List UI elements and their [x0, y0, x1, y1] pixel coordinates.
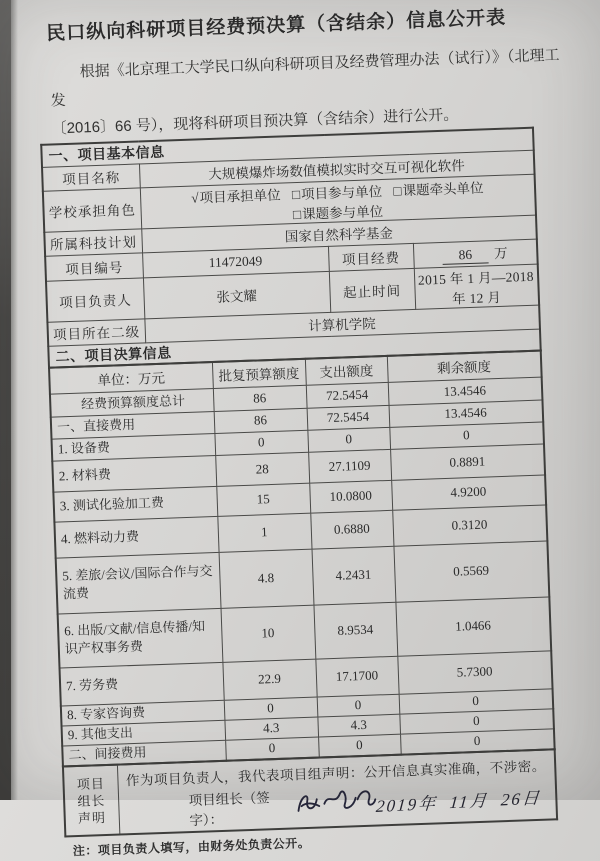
checkbox-empty-icon: □ — [393, 182, 402, 199]
photo-left-edge-gradient — [11, 0, 18, 800]
role-label: 学校承担角色 — [43, 187, 141, 231]
approved-cell: 86 — [213, 385, 307, 411]
approved-cell: 15 — [216, 483, 310, 516]
spent-cell: 17.1700 — [315, 656, 398, 697]
declaration-label-line: 项目 — [76, 775, 106, 792]
page-title: 民口纵向科研项目经费预决算（含结余）信息公开表 — [45, 7, 507, 45]
fund-amount: 86 — [442, 246, 488, 265]
period-value: 2015 年 1 月—2018 年 12 月 — [414, 264, 539, 309]
footer-note: 注：项目负责人填写，由财务处负责公开。 — [72, 835, 311, 859]
remaining-cell: 0 — [389, 422, 544, 449]
remaining-cell: 0 — [399, 708, 554, 733]
spent-cell: 0 — [307, 427, 390, 452]
row-label-cell: 5. 差旅/会议/国际合作与交流费 — [56, 552, 221, 614]
intro-line-2: 〔2016〕66 号），现将科研项目预决算（含结余）进行公开。 — [51, 106, 459, 138]
spent-cell: 10.0800 — [309, 480, 392, 513]
role-option-label: 项目承担单位 — [199, 187, 281, 205]
row-label-cell: 经费预算额度总计 — [50, 388, 214, 417]
spent-cell: 4.2431 — [311, 546, 395, 605]
approved-cell: 0 — [224, 697, 318, 720]
leader-label: 项目负责人 — [46, 277, 144, 321]
row-label-cell: 二、间接费用 — [62, 740, 226, 767]
row-label-cell: 1. 设备费 — [52, 433, 216, 461]
role-option-label: 项目参与单位 — [300, 183, 383, 202]
project-name-value: 大规模爆炸场数值模拟实时交互可视化软件 — [139, 150, 535, 188]
budget-table — [48, 350, 556, 768]
fund-label: 项目经费 — [328, 243, 414, 271]
approved-cell: 22.9 — [222, 659, 316, 700]
remaining-cell: 5.7300 — [397, 650, 552, 693]
declaration-row — [63, 749, 557, 836]
role-option-participant — [292, 184, 383, 202]
checkbox-empty-icon: □ — [292, 206, 302, 222]
role-option-topic-participant — [293, 203, 384, 221]
row-label-cell: 一、直接费用 — [51, 411, 215, 439]
leader-value: 张文耀 — [143, 271, 330, 318]
approved-cell: 0 — [225, 737, 319, 761]
remaining-cell: 4.9200 — [391, 474, 546, 509]
declaration-body — [117, 749, 557, 834]
spent-cell: 72.5454 — [306, 382, 389, 408]
declaration-statement: 作为项目负责人，我代表项目组声明：公开信息真实准确，不涉密。 — [125, 758, 546, 789]
project-no-label: 项目编号 — [45, 252, 143, 280]
handwritten-date: 2019年 11月 26日 — [375, 787, 543, 816]
spent-cell: 0 — [318, 734, 401, 758]
remaining-cell: 13.4546 — [388, 377, 543, 405]
approved-header: 批复预算额度 — [212, 359, 306, 388]
role-option-topic-lead — [393, 180, 484, 198]
remaining-cell: 1.0466 — [395, 596, 551, 655]
remaining-cell: 0.5569 — [393, 540, 549, 601]
row-label-cell: 6. 出版/文献/信息传播/知识产权事务费 — [58, 608, 223, 668]
row-label-cell: 7. 劳务费 — [59, 662, 223, 706]
approved-cell: 4.8 — [219, 549, 314, 608]
role-option-label: 课题参与单位 — [301, 203, 384, 222]
budget-section-title: 二、项目决算信息 — [48, 329, 540, 368]
spent-cell: 8.9534 — [313, 602, 397, 659]
remaining-cell: 0 — [400, 728, 555, 754]
spent-cell: 72.5454 — [307, 405, 390, 430]
checkbox-empty-icon: □ — [291, 186, 301, 202]
project-no-value: 11472049 — [142, 246, 329, 277]
spent-cell: 0.6880 — [310, 510, 393, 549]
school-label: 项目所在二级 — [47, 318, 145, 345]
spent-header: 支出额度 — [305, 356, 388, 385]
photo-left-edge-shadow — [0, 0, 11, 800]
spent-cell: 4.3 — [317, 714, 400, 737]
row-label-cell: 9. 其他支出 — [62, 720, 226, 746]
fund-unit: 万 — [493, 245, 508, 262]
role-option-undertaker — [191, 187, 281, 205]
approved-cell: 28 — [215, 452, 309, 486]
row-label-cell: 8. 专家咨询费 — [61, 700, 225, 726]
row-label-cell: 2. 材料费 — [52, 455, 216, 492]
sign-label: 项目组长（签字）： — [188, 790, 270, 829]
remaining-header: 剩余额度 — [387, 351, 542, 382]
approved-cell: 86 — [214, 408, 308, 433]
row-label-cell: 3. 测试化验加工费 — [53, 486, 217, 522]
remaining-cell: 13.4546 — [389, 400, 544, 427]
basic-info-table — [40, 127, 542, 369]
intro-line-1: 根据《北京理工大学民口纵向科研项目及经费管理办法（试行）》（北理工发 — [50, 46, 560, 110]
approved-cell: 0 — [214, 430, 308, 455]
remaining-cell: 0 — [399, 688, 554, 713]
declaration-label — [63, 765, 119, 837]
period-label: 起止时间 — [329, 268, 415, 312]
handwritten-signature — [290, 779, 378, 822]
row-label-cell: 4. 燃料动力费 — [54, 516, 218, 558]
declaration-label-line: 声明 — [77, 809, 107, 826]
program-value: 国家自然科学基金 — [141, 215, 537, 253]
program-label: 所属科技计划 — [44, 228, 142, 255]
project-name-label: 项目名称 — [42, 163, 140, 190]
approved-cell: 1 — [217, 513, 311, 552]
spent-cell: 0 — [317, 694, 400, 717]
role-option-label: 课题牵头单位 — [402, 179, 484, 198]
spent-cell: 27.1109 — [308, 449, 391, 483]
unit-header: 单位：万元 — [49, 362, 213, 394]
approved-cell: 4.3 — [224, 717, 318, 740]
checkmark-icon: √ — [190, 189, 199, 206]
declaration-label-line: 组长 — [77, 792, 106, 809]
school-value: 计算机学院 — [144, 305, 540, 343]
approved-cell: 10 — [221, 605, 316, 662]
basic-info-section-title: 一、项目基本信息 — [41, 128, 533, 167]
remaining-cell: 0.3120 — [392, 504, 547, 545]
remaining-cell: 0.8891 — [390, 443, 545, 479]
